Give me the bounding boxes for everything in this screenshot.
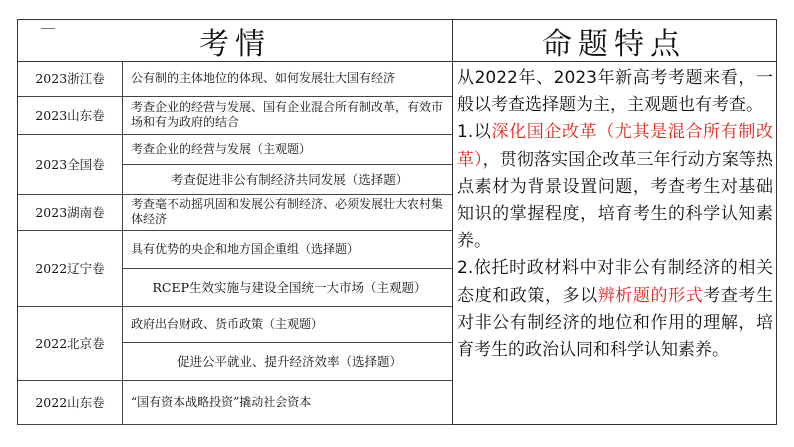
exam-item: 具有优势的央企和地方国企重组（选择题） [123, 230, 453, 268]
exam-item: 考查毫不动摇巩固和发展公有制经济、必须发展壮大农村集体经济 [123, 194, 453, 230]
feature-point-2-highlight: 辨析题的形式 [597, 285, 704, 306]
exam-year: 2022山东卷 [18, 380, 123, 424]
feature-point-1-prefix: 1.以 [457, 122, 492, 143]
table-row [18, 306, 452, 342]
exam-item: 促进公平就业、提升经济效率（选择题） [123, 342, 453, 380]
exam-item: 考查企业的经营与发展、国有企业混合所有制改革，有效市场和有为政府的结合 [123, 96, 453, 134]
exam-item: 政府出台财政、货币政策（主观题） [123, 306, 453, 342]
feature-point-2 [457, 255, 773, 364]
exam-item: 考查促进非公有制经济共同发展（选择题） [123, 164, 453, 194]
feature-point-2-text: 考查考生对非公有制经济的地位和作用的理解，培育考生的政治认同和科学认知素养。 [457, 285, 774, 361]
exam-item: “国有资本战略投资”撬动社会资本 [123, 380, 453, 424]
exam-header: 考情 [18, 20, 452, 62]
table-row [18, 230, 452, 268]
table-row [18, 62, 452, 96]
features-header: 命题特点 [452, 20, 776, 62]
exam-year: 2022辽宁卷 [18, 230, 123, 306]
exam-item: RCEP生效实施与建设全国统一大市场（主观题） [123, 268, 453, 306]
exam-year: 2023湖南卷 [18, 194, 123, 230]
feature-point-2-prefix: 2.依托时政材料中对非公有制经济的相关态度和政策，多以 [457, 258, 773, 306]
exam-year: 2022北京卷 [18, 306, 123, 380]
exam-table [18, 62, 452, 425]
features-intro: 从2022年、2023年新高考考题来看，一般以考查选择题为主，主观题也有考查。 [457, 68, 773, 116]
exam-year: 2023山东卷 [18, 96, 123, 134]
features-text [457, 65, 773, 364]
table-row [18, 194, 452, 230]
table-row [18, 134, 452, 164]
table-row [18, 380, 452, 424]
features-column [452, 20, 776, 424]
feature-point-1-text: ，贯彻落实国企改革三年行动方案等热点素材为背景设置问题，考查考生对基础知识的掌握程度，培育考生的科学认知素养。 [457, 149, 774, 252]
exam-item: 考查企业的经营与发展（主观题） [123, 134, 453, 164]
exam-column [18, 20, 453, 424]
feature-point-1 [457, 119, 773, 255]
exam-year: 2023浙江卷 [18, 62, 123, 96]
exam-analysis-frame [17, 19, 777, 425]
table-row [18, 96, 452, 134]
exam-year: 2023全国卷 [18, 134, 123, 194]
exam-item: 公有制的主体地位的体现、如何发展壮大国有经济 [123, 62, 453, 96]
feature-point-1-highlight: 深化国企改革（尤其是混合所有制改革） [457, 122, 773, 170]
